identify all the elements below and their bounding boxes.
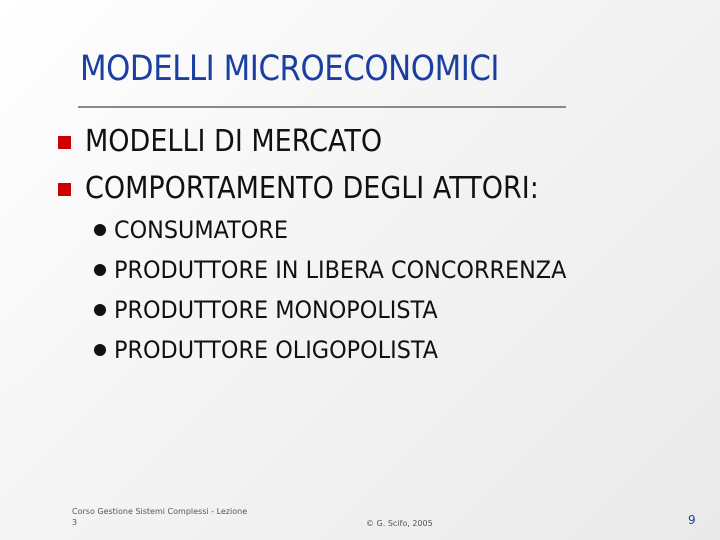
dot-bullet-icon: [94, 344, 106, 356]
dot-bullet-icon: [94, 304, 106, 316]
footer-course: Corso Gestione Sistemi Complessi - Lezione 3: [72, 507, 248, 527]
dot-bullet-icon: [94, 224, 106, 236]
sub-bullet-text: PRODUTTORE IN LIBERA CONCORRENZA: [114, 256, 567, 284]
square-bullet-icon: [58, 136, 71, 149]
dot-bullet-icon: [94, 264, 106, 276]
sub-bullet-text: CONSUMATORE: [114, 216, 288, 244]
square-bullet-icon: [58, 183, 71, 196]
sub-bullet-text: PRODUTTORE MONOPOLISTA: [114, 296, 438, 324]
page-number: 9: [688, 513, 696, 527]
title-underline: [78, 106, 566, 108]
footer-copyright: © G. Scifo, 2005: [366, 519, 433, 528]
sub-bullet-item: [94, 218, 301, 242]
sub-bullet-text: PRODUTTORE OLIGOPOLISTA: [114, 336, 439, 364]
sub-bullet-item: [94, 258, 600, 282]
bullet-item: [58, 124, 415, 159]
sub-bullet-item: [94, 298, 462, 322]
sub-bullet-item: [94, 338, 462, 362]
slide-title: MODELLI MICROECONOMICI: [80, 49, 500, 89]
bullet-text: COMPORTAMENTO DEGLI ATTORI:: [85, 171, 539, 206]
bullet-item: [58, 171, 589, 206]
bullet-text: MODELLI DI MERCATO: [85, 124, 383, 159]
